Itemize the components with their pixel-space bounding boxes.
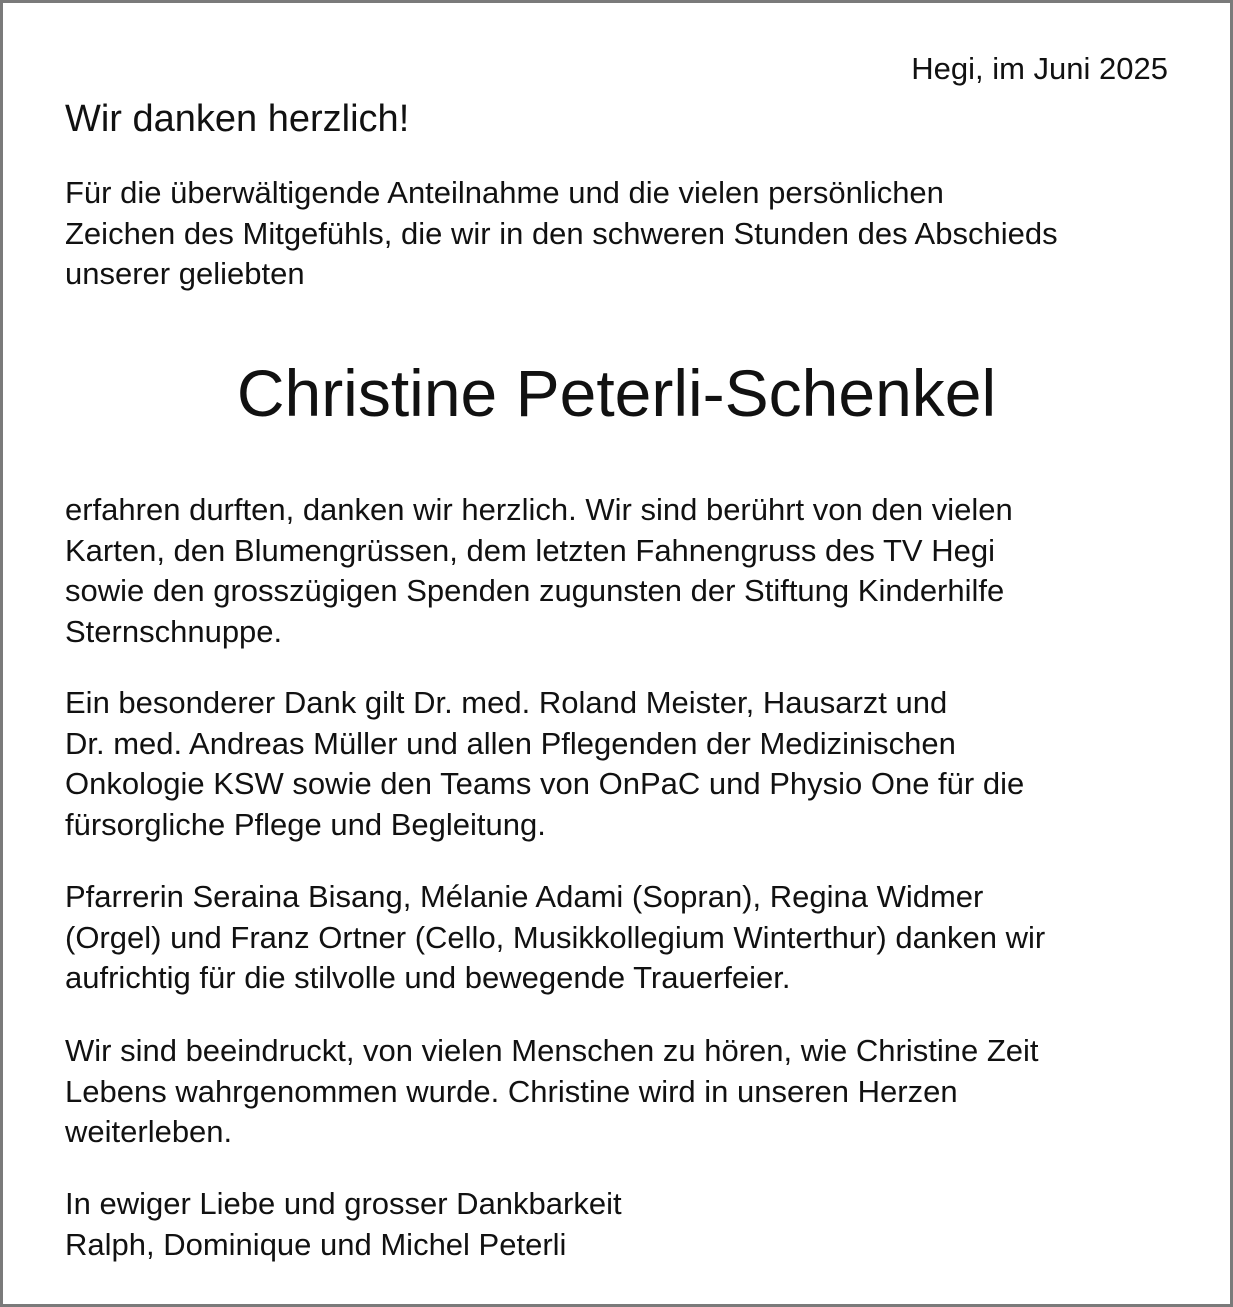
paragraph-line: sowie den grosszügigen Spenden zugunsten der Stiftung Kinderhilfe <box>65 573 1005 608</box>
paragraph-line: Pfarrerin Seraina Bisang, Mélanie Adami (Sopran), Regina Widmer <box>65 879 984 914</box>
intro-line: Zeichen des Mitgefühls, die wir in den schweren Stunden des Abschieds <box>65 215 1058 251</box>
thanks-paragraph-4 <box>65 1031 1039 1153</box>
place-date: Hegi, im Juni 2025 <box>911 51 1168 86</box>
paragraph-line: Dr. med. Andreas Müller und allen Pflegenden der Medizinischen <box>65 725 956 761</box>
intro-line: Für die überwältigende Anteilnahme und die vielen persönlichen <box>65 175 944 210</box>
paragraph-line: Sternschnuppe. <box>65 613 283 649</box>
paragraph-line: Lebens wahrgenommen wurde. Christine wird in unseren Herzen <box>65 1073 958 1109</box>
thanks-paragraph-1 <box>65 490 1013 652</box>
paragraph-line: weiterleben. <box>65 1114 233 1149</box>
paragraph-line: (Orgel) und Franz Ortner (Cello, Musikkollegium Winterthur) danken wir <box>65 919 1046 955</box>
paragraph-line: Wir sind beeindruckt, von vielen Menschen zu hören, wie Christine Zeit <box>65 1033 1039 1068</box>
intro-line: unserer geliebten <box>65 256 305 291</box>
paragraph-line: fürsorgliche Pflege und Begleitung. <box>65 806 546 842</box>
paragraph-line: aufrichtig für die stilvolle und bewegende Trauerfeier. <box>65 960 791 995</box>
paragraph-line: Onkologie KSW sowie den Teams von OnPaC und Physio One für die <box>65 766 1025 801</box>
thanks-paragraph-3 <box>65 877 1045 999</box>
closing-signature <box>65 1184 622 1265</box>
thanks-paragraph-2 <box>65 683 1024 845</box>
paragraph-line: Karten, den Blumengrüssen, dem letzten Fahnengruss des TV Hegi <box>65 532 995 568</box>
paragraph-line: erfahren durften, danken wir herzlich. Wir sind berührt von den vielen <box>65 492 1013 527</box>
deceased-name: Christine Peterli-Schenkel <box>236 356 997 430</box>
intro-paragraph <box>65 173 1058 295</box>
closing-line: In ewiger Liebe und grosser Dankbarkeit <box>65 1186 622 1221</box>
heading: Wir danken herzlich! <box>65 98 410 140</box>
signature-names: Ralph, Dominique und Michel Peterli <box>65 1226 567 1262</box>
paragraph-line: Ein besonderer Dank gilt Dr. med. Roland Meister, Hausarzt und <box>65 685 948 720</box>
